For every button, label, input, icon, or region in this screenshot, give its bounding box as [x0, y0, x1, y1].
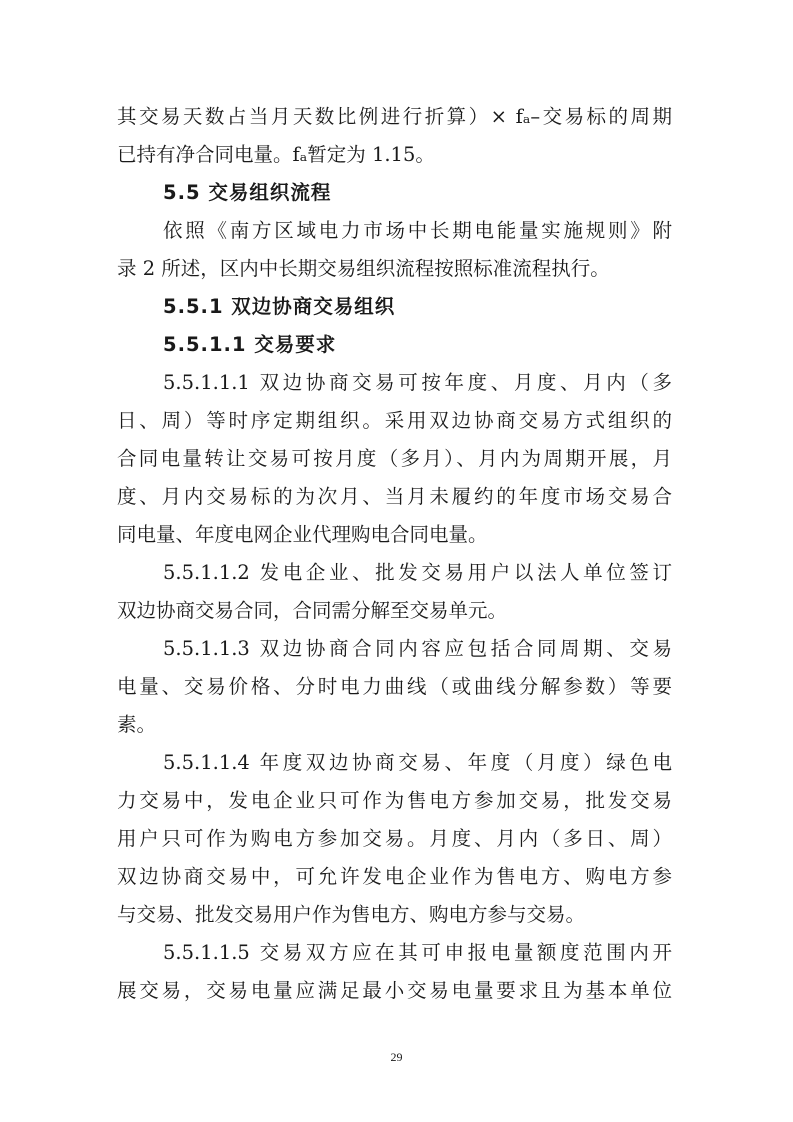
- text-line: 电量、交易价格、分时电力曲线（或曲线分解参数）等要: [117, 675, 672, 698]
- text-line: 展交易，交易电量应满足最小交易电量要求且为基本单位: [117, 979, 672, 1002]
- text-line: 用户只可作为购电方参加交易。月度、月内（多日、周）: [117, 827, 672, 850]
- text-line: 其交易天数占当月天数比例进行折算）× fₐ–交易标的周期: [117, 105, 672, 128]
- text-line: 合同电量转让交易可按月度（多月）、月内为周期开展，月: [117, 447, 672, 470]
- text-line: 5.5.1.1.1 双边协商交易可按年度、月度、月内（多: [163, 371, 672, 394]
- section-heading: 5.5.1.1 交易要求: [163, 333, 337, 356]
- section-heading: 5.5.1 双边协商交易组织: [163, 295, 396, 318]
- text-line: 录 2 所述，区内中长期交易组织流程按照标准流程执行。: [117, 257, 610, 280]
- text-line: 同电量、年度电网企业代理购电合同电量。: [117, 523, 488, 546]
- text-line: 双边协商交易合同，合同需分解至交易单元。: [117, 599, 508, 622]
- text-line: 素。: [117, 713, 157, 736]
- text-line: 已持有净合同电量。fₐ暂定为 1.15。: [117, 143, 435, 166]
- text-line: 5.5.1.1.3 双边协商合同内容应包括合同周期、交易: [163, 637, 672, 660]
- page-number: 29: [390, 1050, 403, 1064]
- text-line: 双边协商交易中，可允许发电企业作为售电方、购电方参: [117, 865, 672, 888]
- text-line: 日、周）等时序定期组织。采用双边协商交易方式组织的: [117, 409, 672, 432]
- section-heading: 5.5 交易组织流程: [163, 181, 332, 204]
- text-line: 5.5.1.1.4 年度双边协商交易、年度（月度）绿色电: [163, 751, 672, 774]
- text-line: 力交易中，发电企业只可作为售电方参加交易，批发交易: [117, 789, 672, 812]
- text-line: 度、月内交易标的为次月、当月未履约的年度市场交易合: [117, 485, 672, 508]
- text-line: 5.5.1.1.2 发电企业、批发交易用户以法人单位签订: [163, 561, 672, 584]
- text-line: 依照《南方区域电力市场中长期电能量实施规则》附: [163, 219, 672, 242]
- text-line: 5.5.1.1.5 交易双方应在其可申报电量额度范围内开: [163, 941, 672, 964]
- text-line: 与交易、批发交易用户作为售电方、购电方参与交易。: [117, 903, 586, 926]
